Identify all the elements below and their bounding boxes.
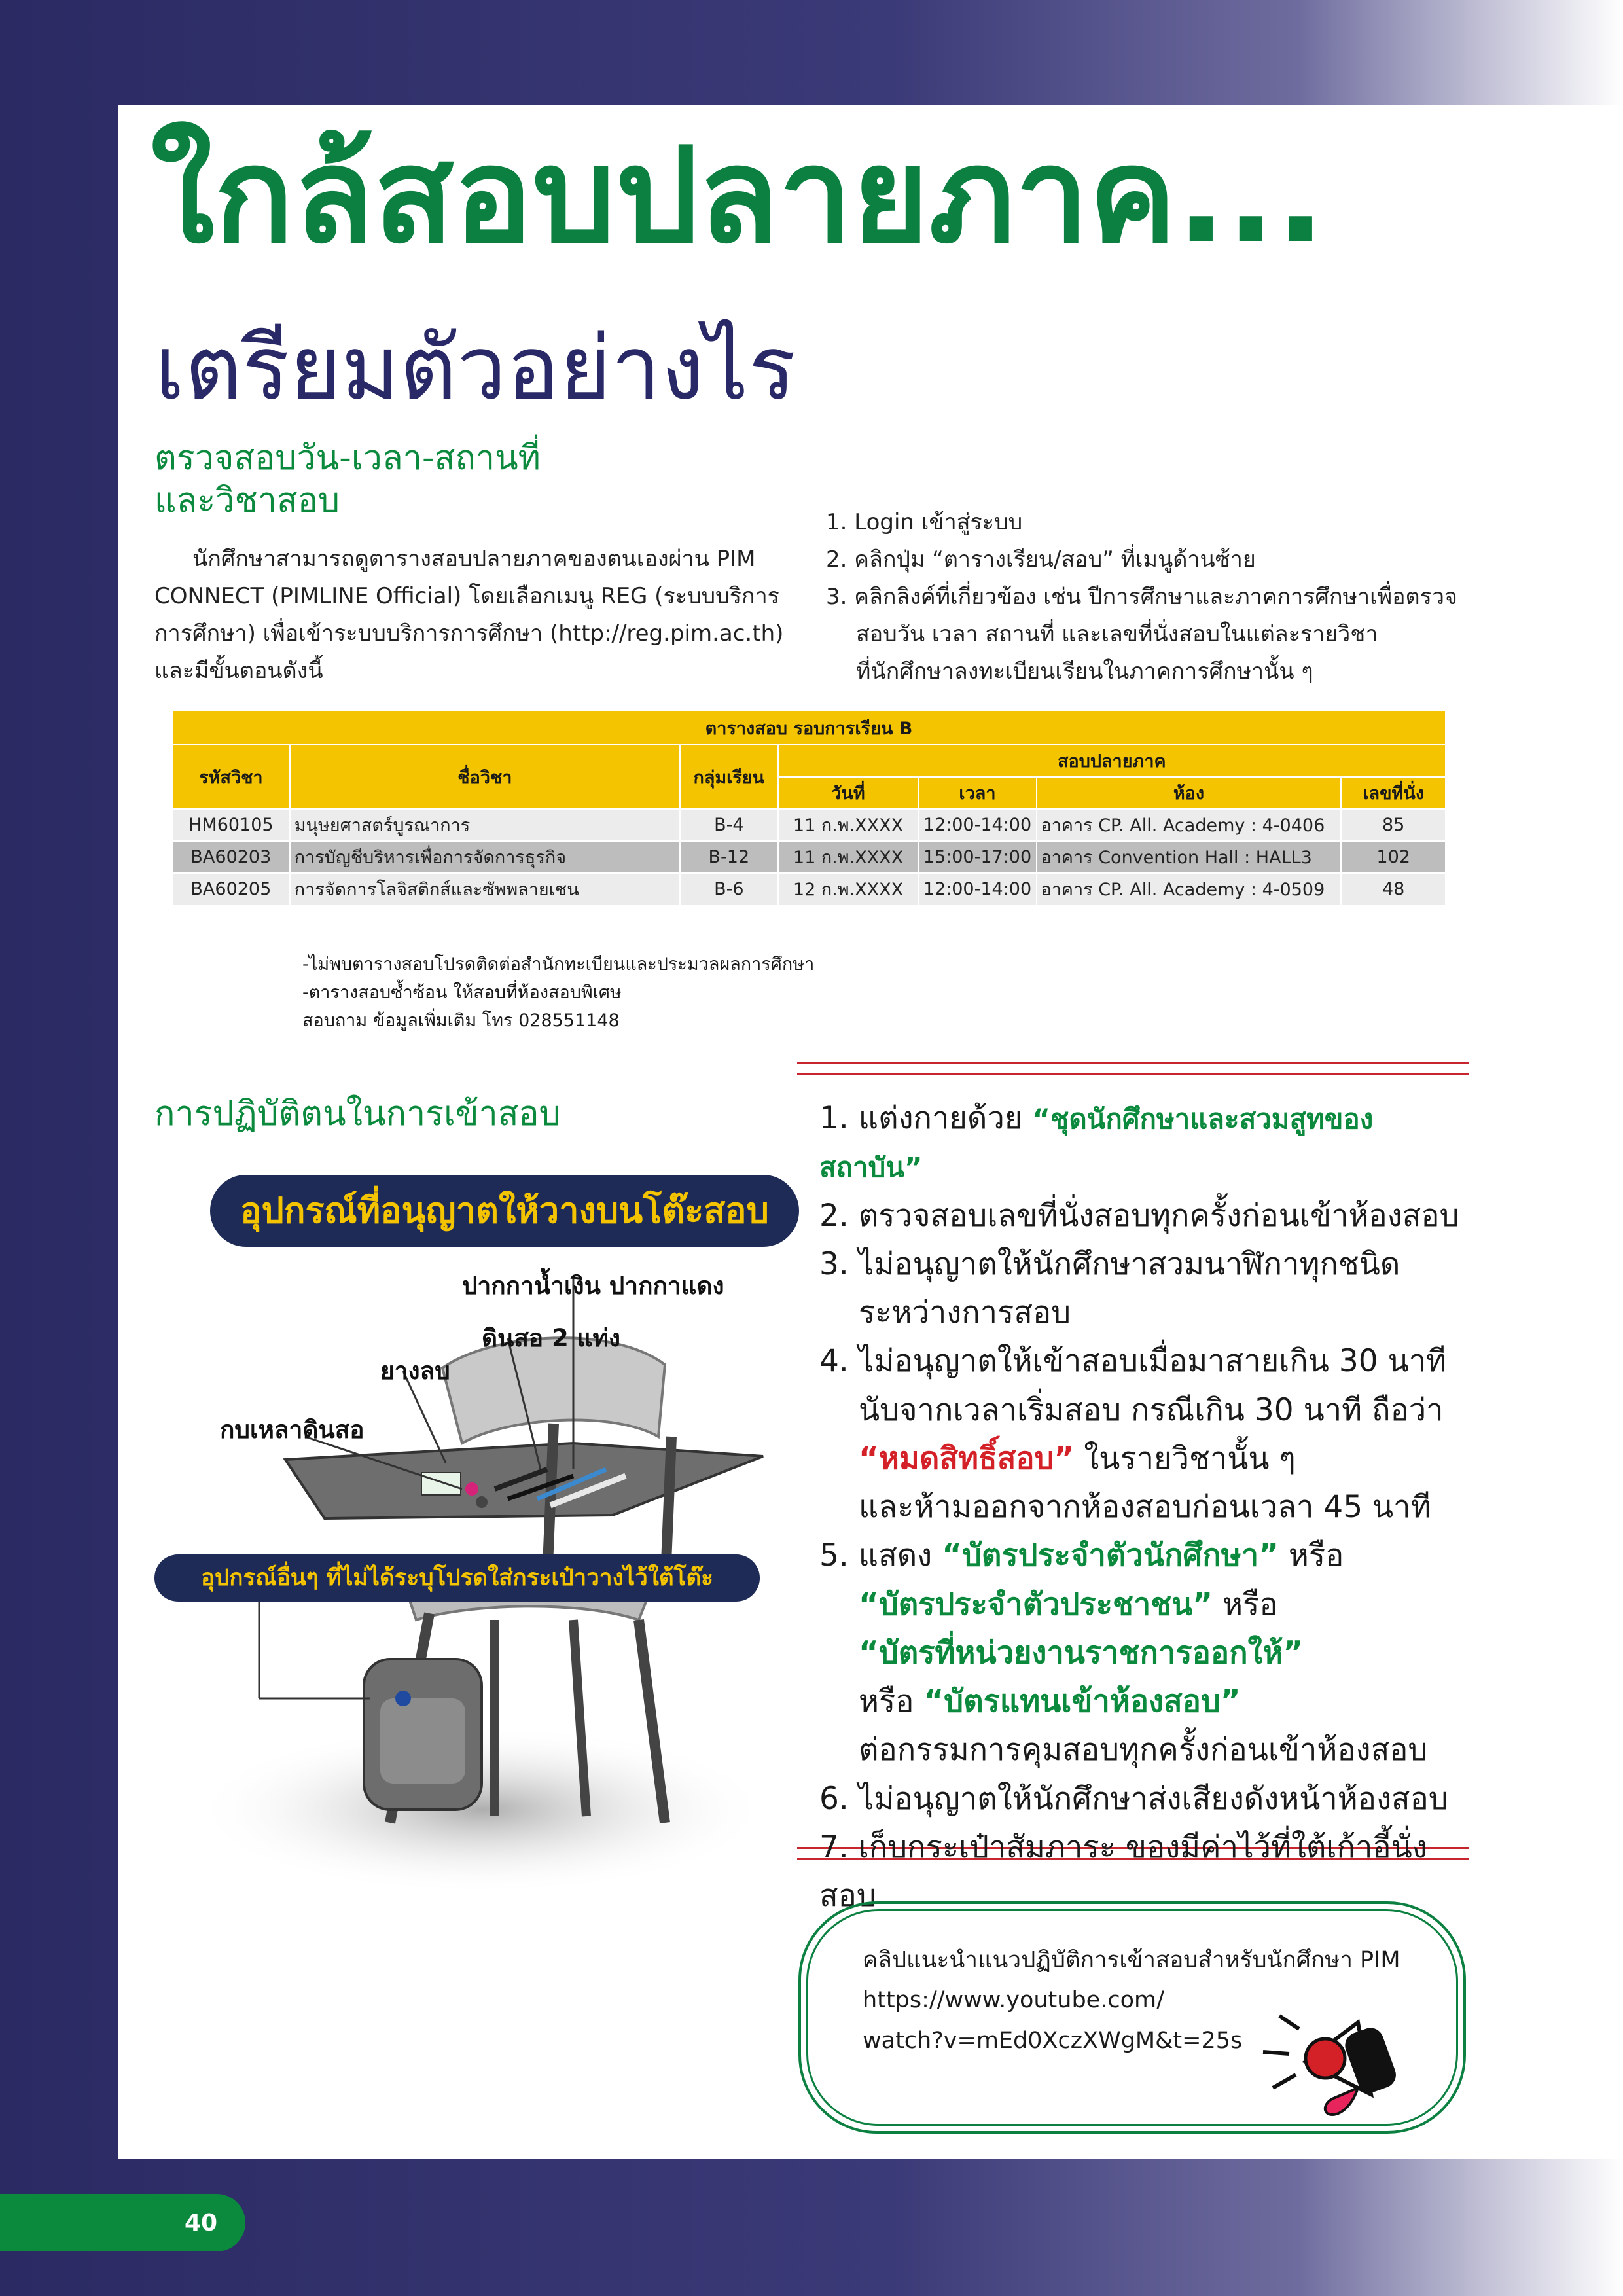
table-notes (302, 950, 814, 1035)
step-item: 2. คลิกปุ่ม “ตารางเรียน/สอบ” ที่เมนูด้านซ้าย (826, 547, 1256, 573)
exam-schedule-table (171, 710, 1446, 906)
header-name: ชื่อวิชา (290, 745, 680, 809)
cell-room: อาคาร Convention Hall : HALL3 (1037, 841, 1342, 873)
cell-code: HM60105 (172, 809, 290, 841)
clip-description: คลิปแนะนำแนวปฏิบัติการเข้าสอบสำหรับนักศึกษา PIM (863, 1947, 1400, 1973)
header-code: รหัสวิชา (172, 745, 290, 809)
cell-name: มนุษยศาสตร์บูรณาการ (290, 809, 680, 841)
rule-5a (819, 1532, 1474, 1580)
cell-date: 11 ก.พ.XXXX (778, 809, 919, 841)
cell-time: 12:00-14:00 (918, 873, 1036, 905)
section1-heading-line1: ตรวจสอบวัน-เวลา-สถานที่ (154, 439, 541, 478)
rule-highlight: “บัตรที่หน่วยงานราชการออกให้” (859, 1634, 1304, 1671)
cell-seat: 102 (1341, 841, 1446, 873)
header-time: เวลา (918, 777, 1036, 809)
cell-name: การจัดการโลจิสติกส์และซัพพลายเชน (290, 873, 680, 905)
header-room: ห้อง (1037, 777, 1342, 809)
rule-text: หรือ (1213, 1586, 1278, 1623)
section1-heading-line2: และวิชาสอบ (154, 481, 340, 520)
label-pencils: ดินสอ 2 แท่ง (482, 1324, 620, 1352)
cell-group: B-4 (680, 809, 778, 841)
other-items-banner: อุปกรณ์อื่นๆ ที่ไม่ได้ระบุโปรดใส่กระเป๋าวางไว้ใต้โต๊ะ (154, 1554, 760, 1602)
label-pens: ปากกาน้ำเงิน ปากกาแดง (462, 1272, 724, 1300)
page-number-tab (0, 2194, 245, 2251)
header-group: กลุ่มเรียน (680, 745, 778, 809)
note-line: -ตารางสอบซ้ำซ้อน ให้สอบที่ห้องสอบพิเศษ (302, 982, 622, 1003)
clip-link[interactable]: watch?v=mEd0XczXWgM&t=25s (863, 2027, 1243, 2054)
section2-heading: การปฏิบัติตนในการเข้าสอบ (154, 1094, 561, 1134)
rule-text: 5. แสดง (819, 1537, 942, 1574)
cell-date: 11 ก.พ.XXXX (778, 841, 919, 873)
cell-code: BA60205 (172, 873, 290, 905)
rule-5c (819, 1629, 1474, 1677)
paragraph-line: การศึกษา) เพื่อเข้าระบบบริการการศึกษา (http://reg.pim.ac.th) (154, 620, 784, 647)
megaphone-icon (1260, 2003, 1430, 2127)
divider-top (797, 1062, 1469, 1075)
table-title: ตารางสอบ รอบการเรียน B (172, 711, 1446, 745)
step-item: ที่นักศึกษาลงทะเบียนเรียนในภาคการศึกษานั้น ๆ (856, 658, 1313, 685)
rule-text: หรือ (1278, 1537, 1344, 1574)
rule-4d: และห้ามออกจากห้องสอบก่อนเวลา 45 นาที (859, 1489, 1431, 1525)
rule-text: 1. แต่งกายด้วย (819, 1100, 1033, 1136)
page-subtitle: เตรียมตัวอย่างไร (154, 317, 796, 420)
section1-heading (154, 437, 541, 522)
rule-4a: 4. ไม่อนุญาตให้เข้าสอบเมื่อมาสายเกิน 30 นาที (819, 1343, 1447, 1380)
exam-rules-list (819, 1094, 1474, 1920)
label-eraser: ยางลบ (380, 1357, 450, 1385)
rule-highlight: “หมดสิทธิ์สอบ” (859, 1440, 1075, 1477)
paragraph-line: นักศึกษาสามารถดูตารางสอบปลายภาคของตนเองผ่าน PIM (192, 546, 756, 572)
rule-5b (819, 1581, 1474, 1629)
steps-list (826, 504, 1480, 691)
label-sharpener: กบเหลาดินสอ (220, 1416, 365, 1444)
cell-date: 12 ก.พ.XXXX (778, 873, 919, 905)
cell-room: อาคาร CP. All. Academy : 4-0406 (1037, 809, 1342, 841)
cell-time: 12:00-14:00 (918, 809, 1036, 841)
step-item: สอบวัน เวลา สถานที่ และเลขที่นั่งสอบในแต่ละรายวิชา (856, 621, 1378, 648)
rule-5e: ต่อกรรมการคุมสอบทุกครั้งก่อนเข้าห้องสอบ (859, 1732, 1428, 1768)
clip-link[interactable]: https://www.youtube.com/ (863, 1987, 1164, 2014)
rule-text: ในรายวิชานั้น ๆ (1074, 1440, 1296, 1477)
rule-5d (819, 1677, 1474, 1726)
rule-text: หรือ (859, 1683, 924, 1719)
note-line: สอบถาม ข้อมูลเพิ่มเติม โทร 028551148 (302, 1011, 620, 1031)
rule-3b: ระหว่างการสอบ (859, 1295, 1071, 1331)
section1-paragraph (154, 541, 796, 690)
rule-2: 2. ตรวจสอบเลขที่นั่งสอบทุกครั้งก่อนเข้าห้องสอบ (819, 1197, 1459, 1234)
cell-room: อาคาร CP. All. Academy : 4-0509 (1037, 873, 1342, 905)
cell-time: 15:00-17:00 (918, 841, 1036, 873)
paragraph-line: CONNECT (PIMLINE Official) โดยเลือกเมนู REG (ระบบบริการ (154, 583, 779, 610)
allowed-items-banner: อุปกรณ์ที่อนุญาตให้วางบนโต๊ะสอบ (210, 1175, 799, 1247)
header-seat: เลขที่นั่ง (1341, 777, 1446, 809)
rule-4b: นับจากเวลาเริ่มสอบ กรณีเกิน 30 นาที ถือว่า (859, 1391, 1444, 1428)
cell-group: B-12 (680, 841, 778, 873)
note-line: -ไม่พบตารางสอบโปรดติดต่อสำนักทะเบียนและประมวลผลการศึกษา (302, 954, 815, 975)
header-date: วันที่ (778, 777, 919, 809)
page-number: 40 (185, 2210, 218, 2236)
header-final: สอบปลายภาค (778, 745, 1446, 777)
rule-highlight: “บัตรประจำตัวนักศึกษา” (942, 1537, 1279, 1574)
rule-highlight: “ชุดนักศึกษาและสวมสูทของสถาบัน” (819, 1103, 1374, 1184)
rule-6: 6. ไม่อนุญาตให้นักศึกษาส่งเสียงดังหน้าห้องสอบ (819, 1780, 1448, 1817)
rule-1 (819, 1094, 1474, 1192)
page-title: ใกล้สอบปลายภาค... (151, 120, 1326, 272)
exam-desk-illustration (154, 1162, 802, 1901)
table-row (172, 809, 1446, 841)
rule-4c (819, 1435, 1474, 1483)
step-item: 1. Login เข้าสู่ระบบ (826, 509, 1023, 535)
rule-3a: 3. ไม่อนุญาตให้นักศึกษาสวมนาฬิกาทุกชนิด (819, 1246, 1400, 1282)
rule-highlight: “บัตรประจำตัวประชาชน” (859, 1586, 1213, 1623)
cell-group: B-6 (680, 873, 778, 905)
table-row (172, 873, 1446, 905)
cell-name: การบัญชีบริหารเพื่อการจัดการธุรกิจ (290, 841, 680, 873)
cell-code: BA60203 (172, 841, 290, 873)
cell-seat: 85 (1341, 809, 1446, 841)
table-row (172, 841, 1446, 873)
rule-7: 7. เก็บกระเป๋าสัมภาระ ของมีค่าไว้ที่ใต้เก้าอี้นั่งสอบ (819, 1829, 1427, 1914)
rule-highlight: “บัตรแทนเข้าห้องสอบ” (923, 1683, 1241, 1719)
step-item: 3. คลิกลิงค์ที่เกี่ยวข้อง เช่น ปีการศึกษาและภาคการศึกษาเพื่อตรวจ (826, 584, 1457, 611)
paragraph-line: และมีขั้นตอนดังนี้ (154, 658, 323, 685)
cell-seat: 48 (1341, 873, 1446, 905)
